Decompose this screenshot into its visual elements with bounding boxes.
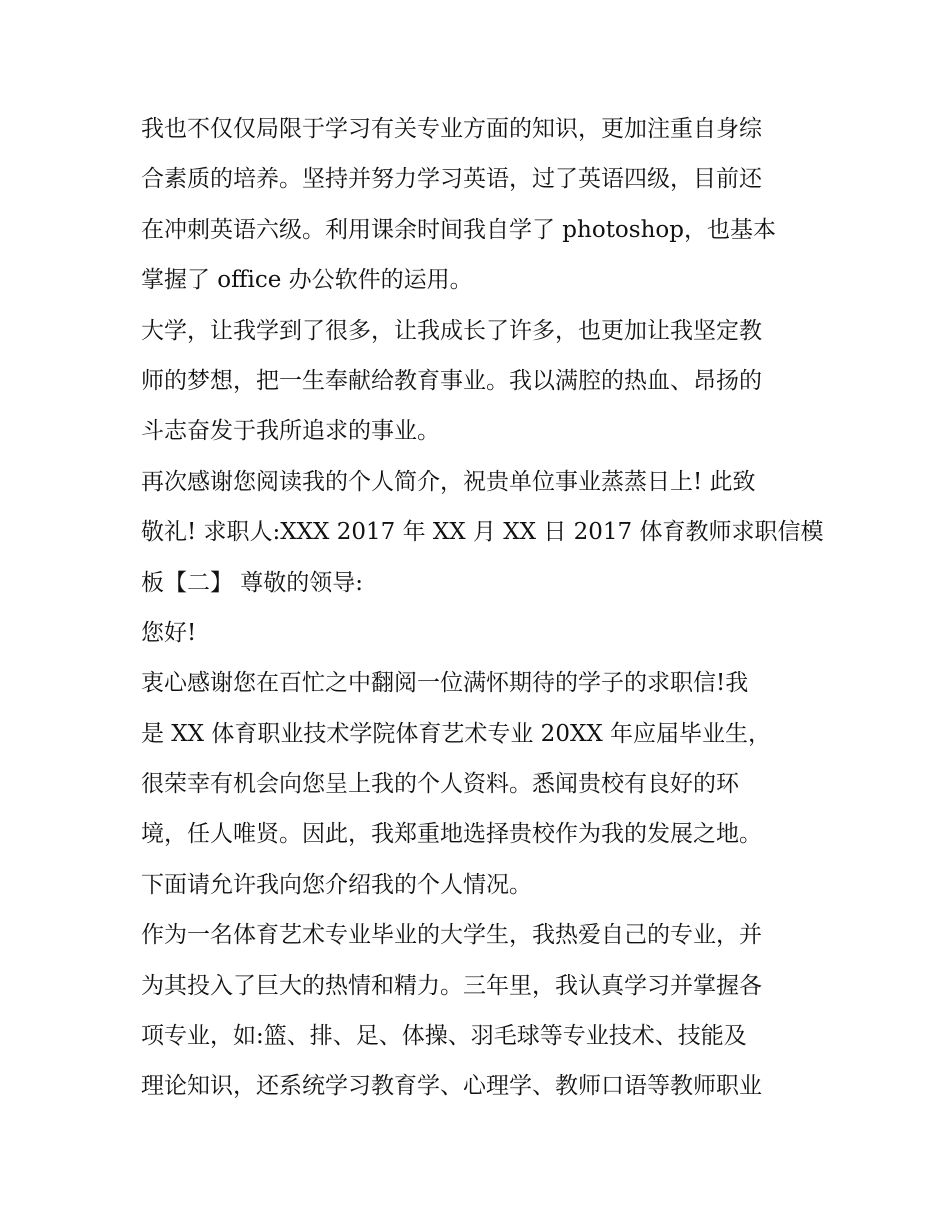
text-line: 很荣幸有机会向您呈上我的个人资料。悉闻贵校有良好的环 bbox=[141, 771, 739, 798]
text-line: 掌握了 office 办公软件的运用。 bbox=[141, 267, 473, 294]
text-line: 作为一名体育艺术专业毕业的大学生，我热爱自己的专业，并 bbox=[141, 922, 762, 949]
text-line: 敬礼! 求职人:XXX 2017 年 XX 月 XX 日 2017 体育教师求职信模 bbox=[141, 519, 824, 546]
text-line: 合素质的培养。坚持并努力学习英语，过了英语四级，目前还 bbox=[141, 166, 762, 193]
text-line: 在冲刺英语六级。利用课余时间我自学了 photoshop，也基本 bbox=[141, 216, 776, 243]
text-line: 衷心感谢您在百忙之中翻阅一位满怀期待的学子的求职信!我 bbox=[141, 670, 749, 697]
text-line: 再次感谢您阅读我的个人简介，祝贵单位事业蒸蒸日上! 此致 bbox=[141, 468, 756, 495]
text-line: 是 XX 体育职业技术学院体育艺术专业 20XX 年应届毕业生， bbox=[141, 720, 772, 747]
document-body bbox=[141, 104, 824, 1112]
text-line: 下面请允许我向您介绍我的个人情况。 bbox=[141, 871, 532, 898]
text-line: 项专业，如:篮、排、足、体操、羽毛球等专业技术、技能及 bbox=[141, 1023, 747, 1050]
text-line: 您好! bbox=[141, 619, 197, 646]
text-line: 斗志奋发于我所追求的事业。 bbox=[141, 418, 440, 445]
text-line: 理论知识，还系统学习教育学、心理学、教师口语等教师职业 bbox=[141, 1073, 762, 1100]
text-line: 大学，让我学到了很多，让我成长了许多，也更加让我坚定教 bbox=[141, 317, 762, 344]
text-line: 板【二】 尊敬的领导: bbox=[141, 569, 364, 596]
text-line: 师的梦想，把一生奉献给教育事业。我以满腔的热血、昂扬的 bbox=[141, 367, 762, 394]
text-line: 境，任人唯贤。因此，我郑重地选择贵校作为我的发展之地。 bbox=[141, 821, 762, 848]
text-line: 为其投入了巨大的热情和精力。三年里，我认真学习并掌握各 bbox=[141, 972, 762, 999]
text-line: 我也不仅仅局限于学习有关专业方面的知识，更加注重自身综 bbox=[141, 116, 762, 142]
